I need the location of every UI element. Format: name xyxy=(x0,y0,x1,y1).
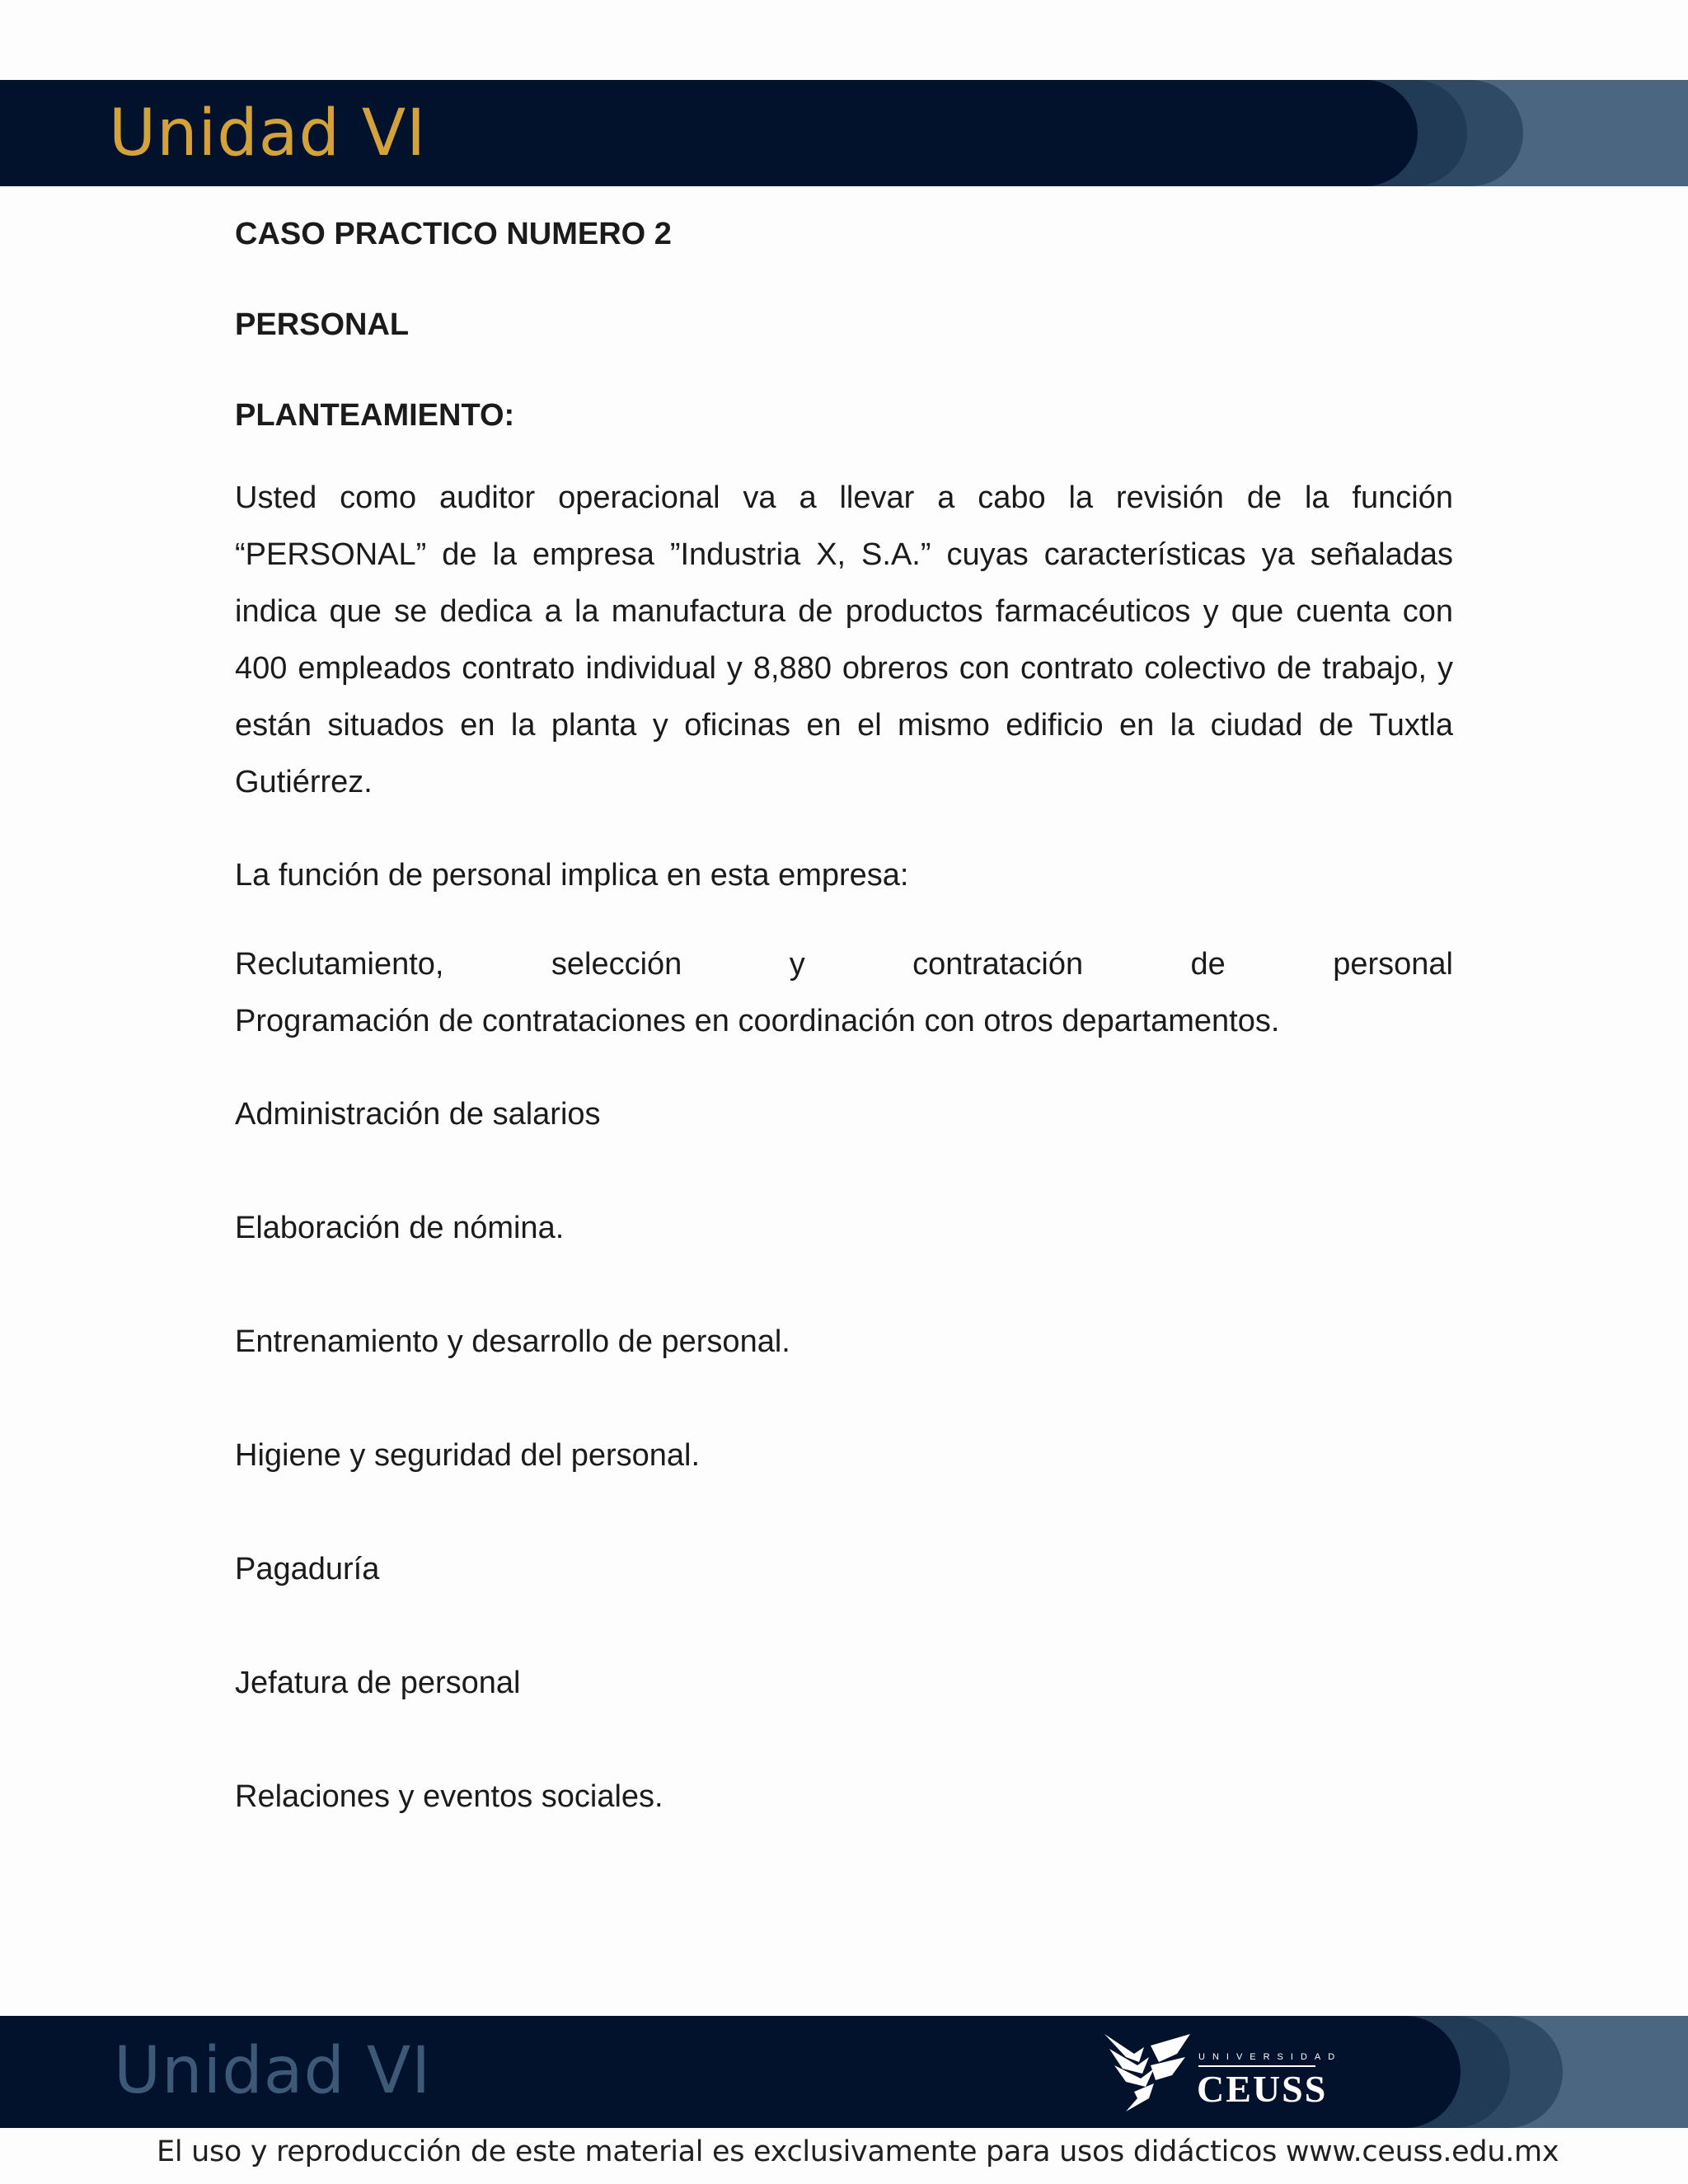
recruit-word: de xyxy=(1190,947,1226,982)
function-intro: La función de personal implica en esta empresa: xyxy=(235,858,909,893)
logo-wordmark: CEUSS xyxy=(1197,2068,1328,2110)
intro-paragraph: Usted como auditor operacional va a llevar a cabo la revisión de la función “PERSONAL” de la empresa ”Industria X, S.A.” cuyas características ya señaladas indica que se dedica a la manufactura de productos farmacéuticos y que cuenta con 400 empleados contrato individual y 8,880 obreros con contrato colectivo de trabajo, y están situados en la planta y oficinas en el mismo edificio en la ciudad de Tuxtla Gutiérrez. xyxy=(235,480,1453,799)
recruit-word: personal xyxy=(1333,947,1453,982)
header-banner xyxy=(0,80,1688,186)
function-item: Relaciones y eventos sociales. xyxy=(235,1779,663,1814)
statement-heading: PLANTEAMIENTO: xyxy=(235,398,515,433)
case-heading: CASO PRACTICO NUMERO 2 xyxy=(235,217,672,251)
function-item: Entrenamiento y desarrollo de personal. xyxy=(235,1324,790,1359)
function-item: Pagaduría xyxy=(235,1552,380,1586)
recruit-word: y xyxy=(789,947,805,982)
recruit-word: Reclutamiento, xyxy=(235,947,444,982)
ceuss-logo xyxy=(1101,2029,1343,2120)
footer-banner xyxy=(0,2016,1688,2128)
function-item: Administración de salarios xyxy=(235,1097,601,1132)
function-item: Elaboración de nómina. xyxy=(235,1211,565,1245)
footer-title: Unidad VI xyxy=(114,2034,432,2108)
recruitment-line xyxy=(235,936,1453,993)
eagle-icon xyxy=(1101,2029,1193,2116)
footer-disclaimer: El uso y reproducción de este material es exclusivamente para usos didácticos www.ceuss.edu.mx xyxy=(157,2135,1559,2168)
programming-line: Programación de contrataciones en coordinación con otros departamentos. xyxy=(235,1004,1280,1038)
function-item: Jefatura de personal xyxy=(235,1666,521,1700)
function-item: Higiene y seguridad del personal. xyxy=(235,1438,701,1473)
recruit-word: contratación xyxy=(912,947,1084,982)
document-body xyxy=(235,213,1453,1889)
logo-university-label: UNIVERSIDAD xyxy=(1198,2052,1343,2062)
header-title: Unidad VI xyxy=(109,96,427,171)
topic-heading: PERSONAL xyxy=(235,307,410,342)
recruit-word: selección xyxy=(551,947,682,982)
